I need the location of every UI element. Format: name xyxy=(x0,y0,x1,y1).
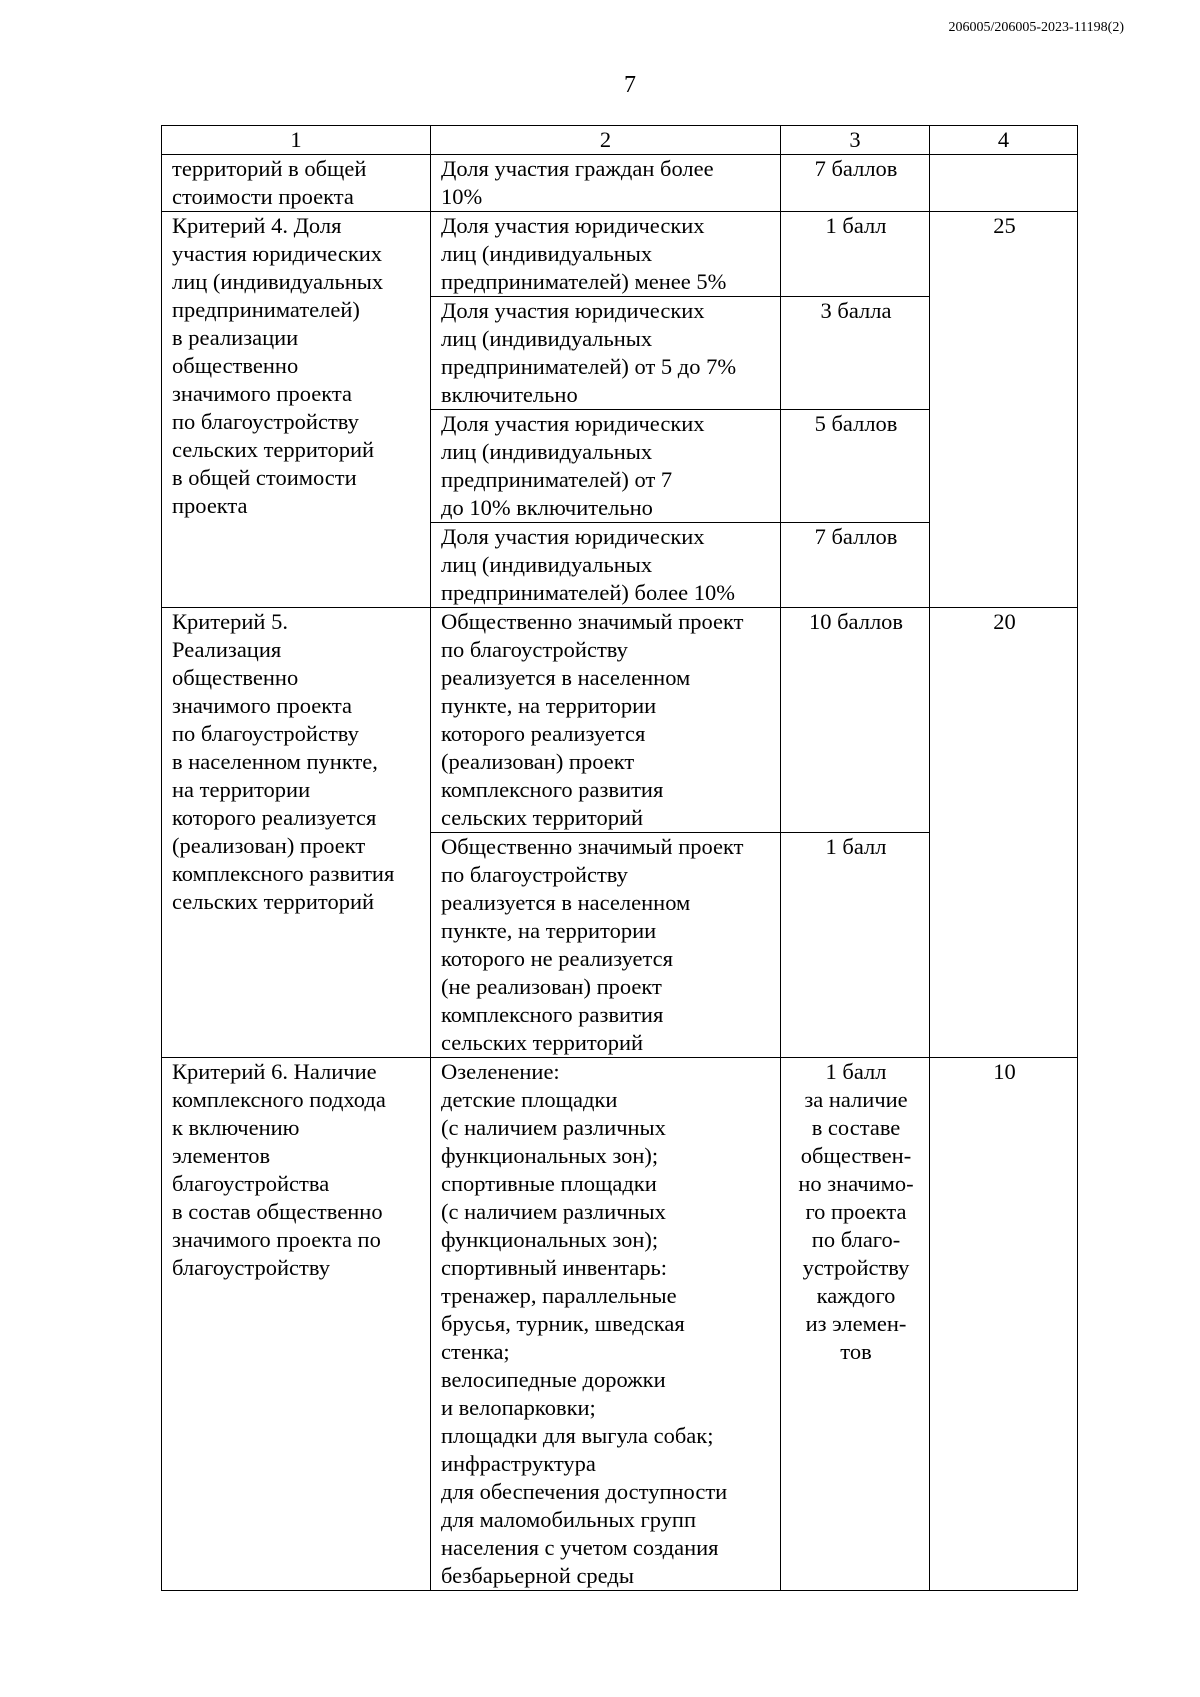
table-row xyxy=(162,155,1078,212)
column-number: 1 xyxy=(162,126,431,155)
score-cell: 1 балл за наличие в составе обществен- но значимо- го проекта по благо- устройству каждого из элемен- тов xyxy=(781,1058,930,1591)
page-number: 7 xyxy=(624,72,636,98)
column-number: 3 xyxy=(781,126,930,155)
score-cell: 3 балла xyxy=(781,297,930,410)
score-cell: 7 баллов xyxy=(781,523,930,608)
criterion-cell: Критерий 5. Реализация общественно значимого проекта по благоустройству в населенном пункте, на территории которого реализуется (реализован) проект комплексного развития сельских территорий xyxy=(162,608,431,1058)
criterion-cell: Критерий 6. Наличие комплексного подхода к включению элементов благоустройства в состав общественно значимого проекта по благоустройству xyxy=(162,1058,431,1591)
criterion-cell: Критерий 4. Доля участия юридических лиц (индивидуальных предпринимателей) в реализации общественно значимого проекта по благоустройству сельских территорий в общей стоимости проекта xyxy=(162,212,431,608)
criteria-table xyxy=(161,125,1078,1591)
table-row xyxy=(162,608,1078,833)
document-id: 206005/206005-2023-11198(2) xyxy=(948,20,1124,35)
score-cell: 10 баллов xyxy=(781,608,930,833)
column-number: 4 xyxy=(930,126,1078,155)
column-number: 2 xyxy=(431,126,781,155)
max-score-cell: 25 xyxy=(930,212,1078,608)
max-score-cell: 20 xyxy=(930,608,1078,1058)
criterion-cell: территорий в общей стоимости проекта xyxy=(162,155,431,212)
max-score-cell xyxy=(930,155,1078,212)
max-score-cell: 10 xyxy=(930,1058,1078,1591)
score-cell: 5 баллов xyxy=(781,410,930,523)
score-cell: 1 балл xyxy=(781,212,930,297)
score-cell: 7 баллов xyxy=(781,155,930,212)
condition-cell: Доля участия граждан более 10% xyxy=(431,155,781,212)
condition-cell: Доля участия юридических лиц (индивидуальных предпринимателей) более 10% xyxy=(431,523,781,608)
table-row xyxy=(162,1058,1078,1591)
condition-cell: Озеленение: детские площадки (с наличием различных функциональных зон); спортивные площадки (с наличием различных функциональных зон); спортивный инвентарь: тренажер, параллельные брусья, турник, шведская стенка; велосипедные дорожки и велопарковки; площадки для выгула собак; инфраструктура для обеспечения доступности для маломобильных групп населения с учетом создания безбарьерной среды xyxy=(431,1058,781,1591)
condition-cell: Общественно значимый проект по благоустройству реализуется в населенном пункте, на территории которого реализуется (реализован) проект комплексного развития сельских территорий xyxy=(431,608,781,833)
condition-cell: Доля участия юридических лиц (индивидуальных предпринимателей) от 5 до 7% включительно xyxy=(431,297,781,410)
condition-cell: Общественно значимый проект по благоустройству реализуется в населенном пункте, на территории которого не реализуется (не реализован) проект комплексного развития сельских территорий xyxy=(431,833,781,1058)
condition-cell: Доля участия юридических лиц (индивидуальных предпринимателей) от 7 до 10% включительно xyxy=(431,410,781,523)
table-row xyxy=(162,212,1078,297)
score-cell: 1 балл xyxy=(781,833,930,1058)
column-number-row xyxy=(162,126,1078,155)
condition-cell: Доля участия юридических лиц (индивидуальных предпринимателей) менее 5% xyxy=(431,212,781,297)
